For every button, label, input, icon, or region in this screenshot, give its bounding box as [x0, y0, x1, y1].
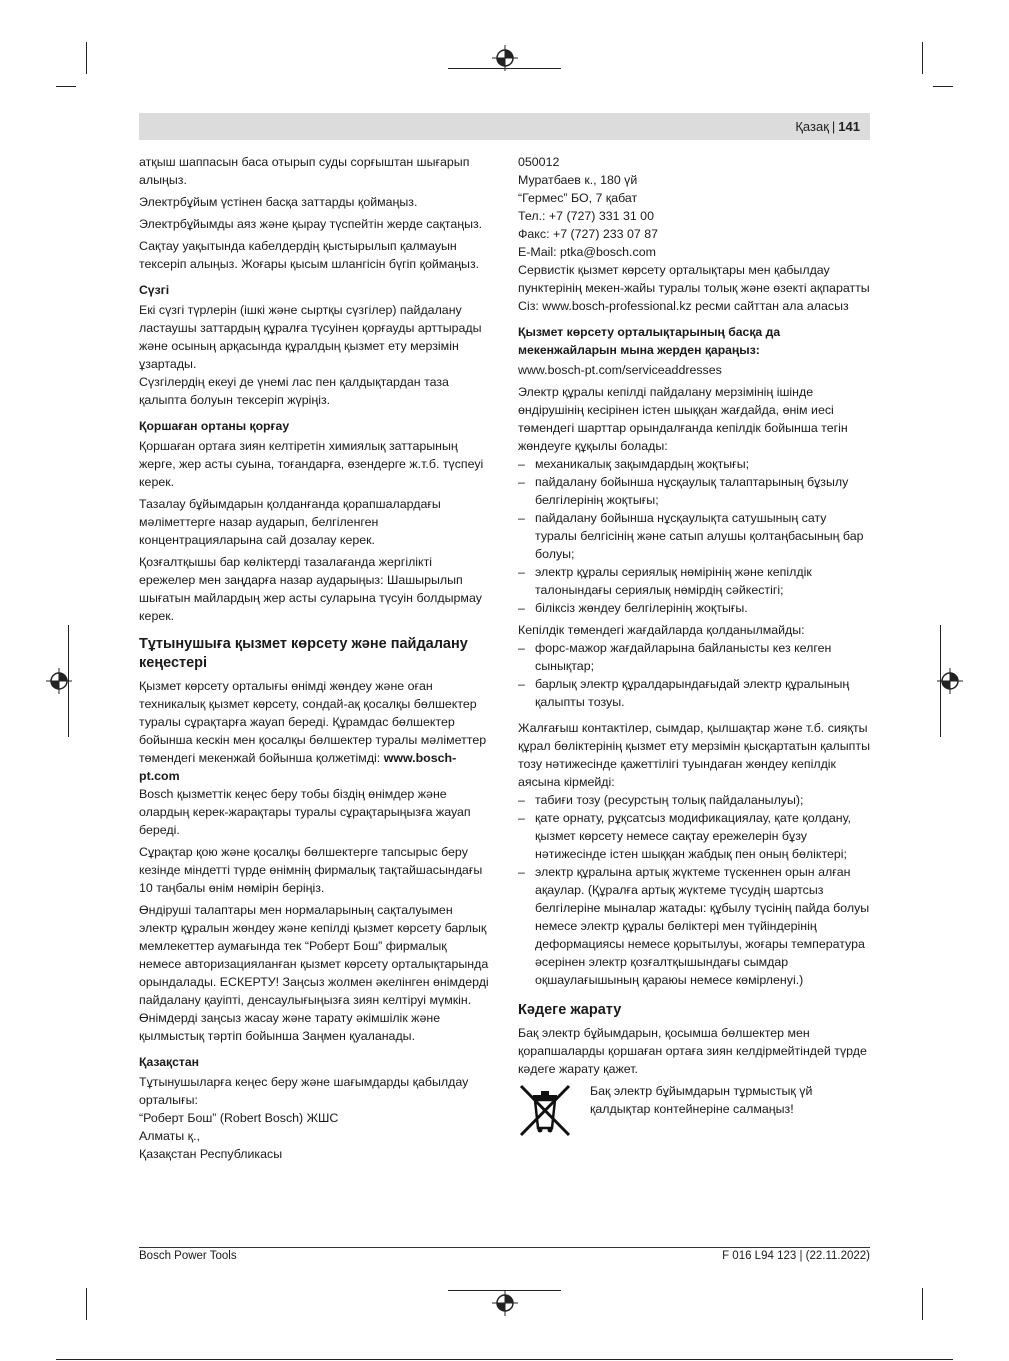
address-line: E-Mail: ptka@bosch.com	[518, 245, 656, 259]
paragraph: Өндіруші талаптары мен нормаларының сақталуымен электр құралын жөндеу және кепілді қызмет көрсету барлық мемлекеттер аумағында тек “Роберт Бош” фирмалық немесе авторизацияланған қызмет көрсету орталықтарында орындалады. ЕСКЕРТУ! Заңсыз жолмен әкелінген өнімдерді пайдалану қауіпті, денсаулығыңызға зиян келтіруі мүмкін. Өнімдерді заңсыз жасау және тарату әкімшілік және қылмыстық тәртіп бойынша Заңмен қуаланады.	[139, 903, 489, 1043]
list-item: – пайдалану бойынша нұсқаулықта сатушының сату туралы белгісінің және сатып алушы қолтаңбасының бар болуы;	[518, 509, 870, 563]
service-heading: Тұтынушыға қызмет көрсету және пайдалану кеңестері	[139, 636, 468, 671]
page-number: 141	[838, 119, 860, 134]
paragraph	[139, 677, 491, 785]
disposal-heading: Кәдеге жарату	[518, 1002, 622, 1018]
disposal-notice	[518, 1082, 870, 1138]
registration-mark-icon	[937, 668, 963, 694]
list-item: – пайдалану бойынша нұсқаулық талаптарының бұзылу белгілерінің жоқтығы;	[518, 473, 870, 509]
paragraph: Тазалау бұйымдарын қолданғанда қорапшалардағы мәліметтерге назар аударып, белгіленген концентрацияларына сай дозалау керек.	[139, 497, 441, 547]
address-line: Муратбаев к., 180 үй	[518, 173, 638, 187]
list-item: – механикалық зақымдардың жоқтығы;	[518, 455, 870, 473]
filter-heading: Сүзгі	[139, 283, 170, 297]
right-column	[518, 153, 870, 1138]
list-item: – біліксіз жөндеу белгілерінің жоқтығы.	[518, 599, 870, 617]
service-addresses-link[interactable]: www.bosch-pt.com/serviceaddresses	[518, 363, 722, 377]
warranty-conditions-list	[518, 455, 870, 617]
paragraph: Сақтау уақытында кабелдердің қыстырылып қалмауын тексеріп алыңыз. Жоғары қысым шлангісін бүгіп қоймаңыз.	[139, 239, 480, 271]
warranty-exclusions-list	[518, 639, 870, 711]
footer-brand: Bosch Power Tools	[139, 1250, 237, 1262]
paragraph: атқыш шаппасын баса отырып суды сорғыштан шығарып алыңыз.	[139, 155, 470, 187]
address-line: Факс: +7 (727) 233 07 87	[518, 227, 659, 241]
list-item: – қате орнату, рұқсатсыз модификациялау, қате қолдану, қызмет көрсету немесе сақтау ережелерін бұзу нәтижесінде істен шыққан жабдық пен оның бөліктері;	[518, 809, 870, 863]
paragraph: Бақ электр бұйымдарын, қосымша бөлшектер мен қорапшаларды қоршаған ортаға зиян келдірмейтіндей түрде кәдеге жарату қажет.	[518, 1026, 867, 1076]
disposal-warning: Бақ электр бұйымдарын тұрмыстық үй қалдықтар контейнеріне салмаңыз!	[590, 1084, 813, 1116]
paragraph: Электр құралы кепілді пайдалану мерзімінің ішінде өндірушінің кесірінен істен шыққан жағдайда, өнім иесі төмендегі шарттар орындалғанда кепілдік бойынша тегін жөндеуге құқылы болады:	[518, 385, 848, 453]
paragraph: Bosch қызметтік кеңес беру тобы біздің өнімдер және олардың керек-жарақтары туралы сұрақтарыңызға жауап береді.	[139, 787, 471, 837]
environment-heading: Қоршаған ортаны қорғау	[139, 419, 290, 433]
header-language: Қазақ	[795, 119, 829, 134]
paragraph: Электрбұйымды аяз және қырау түспейтін жерде сақтаңыз.	[139, 217, 483, 231]
crop-mark	[56, 1359, 953, 1360]
wear-items-list	[518, 791, 870, 989]
crop-mark	[922, 42, 923, 74]
other-addresses-heading: Қызмет көрсету орталықтарының басқа да мекенжайларын мына жерден қараңыз:	[518, 325, 781, 357]
header-text: Қазақ | 141	[795, 119, 860, 134]
crop-mark	[922, 1288, 923, 1320]
crop-mark	[933, 86, 953, 87]
footer-document-code: F 016 L94 123 | (22.11.2022)	[722, 1250, 870, 1262]
page-header	[139, 113, 870, 140]
address-line: “Гермес” БО, 7 қабат	[518, 191, 638, 205]
bosch-link[interactable]: www.bosch-pt.com	[139, 751, 457, 783]
paragraph: Сұрақтар қою және қосалқы бөлшектерге тапсырыс беру кезінде міндетті түрде өнімнің фирмалық тақтайшасындағы 10 таңбалы өнім нөмірін беріңіз.	[139, 845, 483, 895]
service-text: Қызмет көрсету орталығы өнімді жөндеу және оған техникалық қызмет көрсету, сондай-ақ қосалқы бөлшектер туралы сұрақтарға жауап береді. Құрамдас бөлшектер бойынша кескін мен қосалқы бөлшектер туралы мәліметтер төмендегі мекенжай бойынша қолжетімді:	[139, 679, 487, 765]
list-item: – табиғи тозу (ресурстың толық пайдаланылуы);	[518, 791, 870, 809]
left-column	[139, 153, 491, 1163]
paragraph: Қозғалтқышы бар көліктерді тазалағанда жергілікті ережелер мен заңдарға назар аударыңыз: Шашырылып шығатын майлардың жер асты суларына түсуін болдырмау керек.	[139, 555, 482, 623]
paragraph: Электрбұйым үстінен басқа заттарды қоймаңыз.	[139, 195, 418, 209]
paragraph: Қоршаған ортаға зиян келтіретін химиялық заттарының жерге, жер асты суына, тоғандарға, өзендерге ж.т.б. түспеуі керек.	[139, 439, 484, 489]
crossed-out-bin-icon	[518, 1082, 572, 1138]
crop-mark	[86, 42, 87, 74]
crop-mark	[56, 86, 76, 87]
paragraph: Сервистік қызмет көрсету орталықтары мен қабылдау пунктерінің мекен-жайы туралы толық және өзекті ақпаратты Сіз: www.bosch-professional.kz ресми сайттан ала аласыз	[518, 263, 870, 313]
address-line: Қазақстан Республикасы	[139, 1147, 283, 1161]
footer-divider	[139, 1247, 870, 1248]
list-item: – электр құралы сериялық нөмірінің және кепілдік талонындағы сериялық нөмірдің сәйкестігі;	[518, 563, 870, 599]
list-item: – барлық электр құралдарындағыдай электр құралының қалыпты тозуы.	[518, 675, 870, 711]
crop-mark	[86, 1288, 87, 1320]
address-line: Тел.: +7 (727) 331 31 00	[518, 209, 654, 223]
registration-mark-icon	[46, 668, 72, 694]
address-line: 050012	[518, 155, 560, 169]
registration-mark-icon	[492, 45, 518, 71]
address-line: “Роберт Бош” (Robert Bosch) ЖШС	[139, 1111, 339, 1125]
registration-mark-icon	[492, 1290, 518, 1316]
list-item: – электр құралына артық жүктеме түскеннен орын алған ақаулар. (Құралға артық жүктеме түсудің шартсыз белгілеріне мыналар жатады: құбылу түсінің пайда болуы немесе электр құралы бөліктері мен түйіндерінің деформациясы немесе қорытылуы, жоғары температура әсерінен электр қозғалтқышындағы сымдар оқшаулағышының қараюы немесе көмірленуі.)	[518, 863, 870, 989]
paragraph: Кепілдік төмендегі жағдайларда қолданылмайды:	[518, 623, 805, 637]
kazakhstan-heading: Қазақстан	[139, 1055, 200, 1069]
list-item: – форс-мажор жағдайларына байланысты кез келген сынықтар;	[518, 639, 870, 675]
address-line: Тұтынушыларға кеңес беру және шағымдарды қабылдау орталығы:	[139, 1075, 469, 1107]
paragraph: Сүзгілердің екеуі де үнемі лас пен қалдықтардан таза қалыпта болуын тексеріп жүріңіз.	[139, 375, 449, 407]
address-line: Алматы қ.,	[139, 1129, 200, 1143]
paragraph: Жалғағыш контактілер, сымдар, қылшақтар және т.б. сияқты құрал бөліктерінің қызмет ету мерзімін қысқартатын қалыпты тозу нәтижесінде қажеттілігі туындаған жөндеу кепілдік аясына кірмейді:	[518, 721, 870, 789]
paragraph: Екі сүзгі түрлерін (ішкі және сыртқы сүзгілер) пайдалану ластаушы заттардың құралға түсуінен қорғауды арттырады және осының арқасында құралдың қызмет ету мерзімін ұзартады.	[139, 303, 482, 371]
